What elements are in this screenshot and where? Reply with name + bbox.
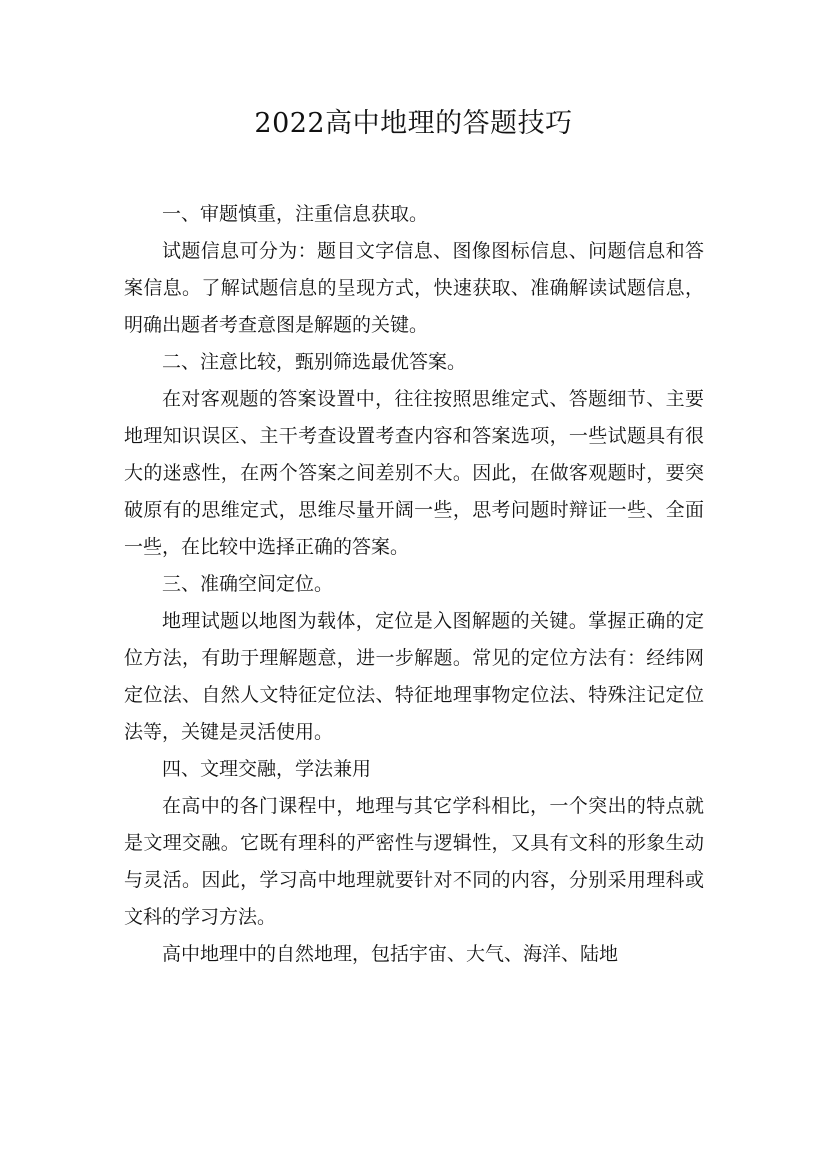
document-body [124, 196, 704, 973]
paragraph-2: 在对客观题的答案设置中，往往按照思维定式、答题细节、主要地理知识误区、主干考查设置考查内容和答案选项，一些试题具有很大的迷惑性，在两个答案之间差别不大。因此，在做客观题时，要突破原有的思维定式，思维尽量开阔一些，思考问题时辩证一些、全面一些，在比较中选择正确的答案。 [124, 388, 704, 558]
paragraph-3: 地理试题以地图为载体，定位是入图解题的关键。掌握正确的定位方法，有助于理解题意，进一步解题。常见的定位方法有：经纬网定位法、自然人文特征定位法、特征地理事物定位法、特殊注记定位法等，关键是灵活使用。 [124, 610, 704, 743]
paragraph-5: 高中地理中的自然地理，包括宇宙、大气、海洋、陆地 [162, 943, 619, 965]
heading-4: 四、文理交融，学法兼用 [162, 758, 372, 780]
heading-2: 二、注意比较，甄别筛选最优答案。 [162, 351, 467, 373]
paragraph-4: 在高中的各门课程中，地理与其它学科相比，一个突出的特点就是文理交融。它既有理科的严密性与逻辑性，又具有文科的形象生动与灵活。因此，学习高中地理就要针对不同的内容，分别采用理科或文科的学习方法。 [124, 795, 704, 928]
document-title: 2022高中地理的答题技巧 [254, 108, 573, 139]
heading-1: 一、审题慎重，注重信息获取。 [162, 203, 429, 225]
heading-3: 三、准确空间定位。 [162, 573, 334, 595]
paragraph-1: 试题信息可分为：题目文字信息、图像图标信息、问题信息和答案信息。了解试题信息的呈现方式，快速获取、准确解读试题信息，明确出题者考查意图是解题的关键。 [124, 240, 704, 336]
